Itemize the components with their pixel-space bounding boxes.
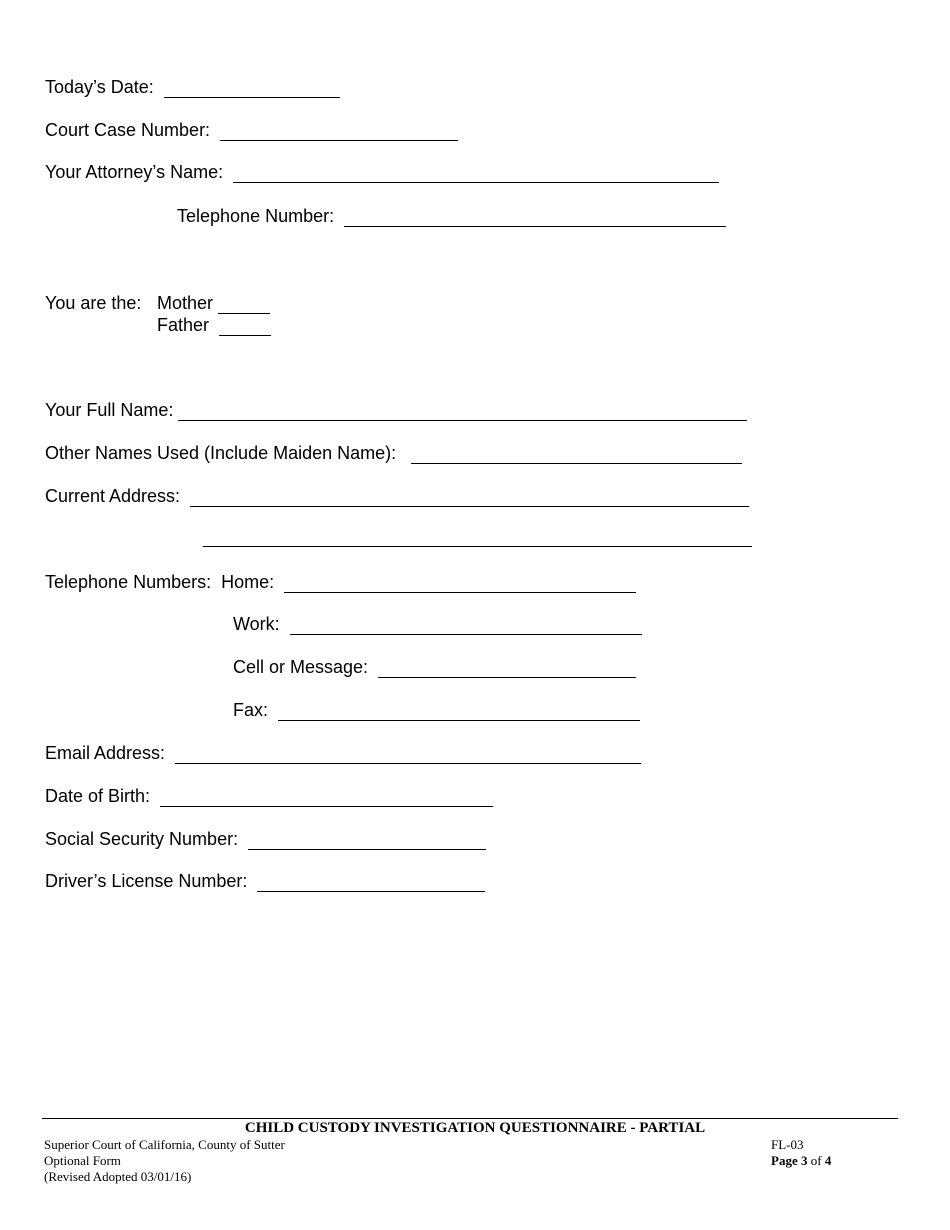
father-option-label: Father [157,315,210,335]
current-address-field[interactable] [190,488,749,507]
attorney-name-label: Your Attorney’s Name: [45,162,224,182]
court-case-number-row [45,119,458,141]
telephone-cell-row [233,656,636,678]
page-current: 3 [800,1153,808,1168]
date-of-birth-row [45,785,493,807]
attorney-telephone-label: Telephone Number: [177,206,335,226]
attorney-telephone-field[interactable] [344,208,726,227]
parent-role-label-row [45,292,141,314]
full-name-row [45,399,747,421]
telephone-home-field[interactable] [284,574,636,593]
telephone-numbers-label: Telephone Numbers: [45,572,212,592]
email-field[interactable] [175,745,641,764]
drivers-license-label: Driver’s License Number: [45,871,248,891]
current-address-line2-row [203,528,752,547]
current-address-row [45,485,749,507]
telephone-home-label: Home: [221,572,275,592]
footer-form-type: Optional Form [44,1153,121,1168]
drivers-license-field[interactable] [257,873,485,892]
drivers-license-row [45,870,485,892]
telephone-fax-row [233,699,640,721]
email-row [45,742,641,764]
todays-date-field[interactable] [164,79,340,98]
court-case-number-label: Court Case Number: [45,120,211,140]
current-address-label: Current Address: [45,486,181,506]
current-address-line2-field[interactable] [203,528,752,547]
footer-revised: (Revised Adopted 03/01/16) [44,1169,192,1184]
court-case-number-field[interactable] [220,122,458,141]
other-names-row [45,442,742,464]
telephone-home-row [45,571,636,593]
footer-left-block [44,1137,285,1185]
date-of-birth-field[interactable] [160,788,493,807]
other-names-field[interactable] [411,445,742,464]
full-name-label: Your Full Name: [45,400,174,420]
footer-page-number [771,1153,831,1169]
todays-date-label: Today’s Date: [45,77,154,97]
attorney-name-field[interactable] [233,164,719,183]
attorney-telephone-row [177,205,726,227]
telephone-cell-label: Cell or Message: [233,657,369,677]
mother-option-field[interactable] [218,295,270,314]
ssn-row [45,828,486,850]
ssn-field[interactable] [248,831,486,850]
other-names-label: Other Names Used (Include Maiden Name): [45,443,397,463]
telephone-work-field[interactable] [290,616,642,635]
telephone-cell-field[interactable] [378,659,636,678]
father-option-field[interactable] [219,317,271,336]
parent-role-father-row [157,314,271,336]
page-total: 4 [824,1153,832,1168]
page-of: of [810,1153,822,1168]
parent-role-label: You are the: [45,293,142,313]
attorney-name-row [45,161,719,183]
telephone-fax-field[interactable] [278,702,640,721]
telephone-work-row [233,613,642,635]
footer-form-code: FL-03 [771,1137,804,1152]
telephone-work-label: Work: [233,614,280,634]
parent-role-mother-row [157,292,270,314]
date-of-birth-label: Date of Birth: [45,786,151,806]
full-name-field[interactable] [178,402,747,421]
mother-option-label: Mother [157,293,214,313]
footer-court: Superior Court of California, County of Sutter [44,1137,285,1152]
todays-date-row [45,76,340,98]
telephone-fax-label: Fax: [233,700,269,720]
email-label: Email Address: [45,743,166,763]
footer-right-block [771,1137,831,1169]
ssn-label: Social Security Number: [45,829,239,849]
footer-title: CHILD CUSTODY INVESTIGATION QUESTIONNAIRE - PARTIAL [244,1120,706,1136]
page-word: Page [771,1153,798,1168]
